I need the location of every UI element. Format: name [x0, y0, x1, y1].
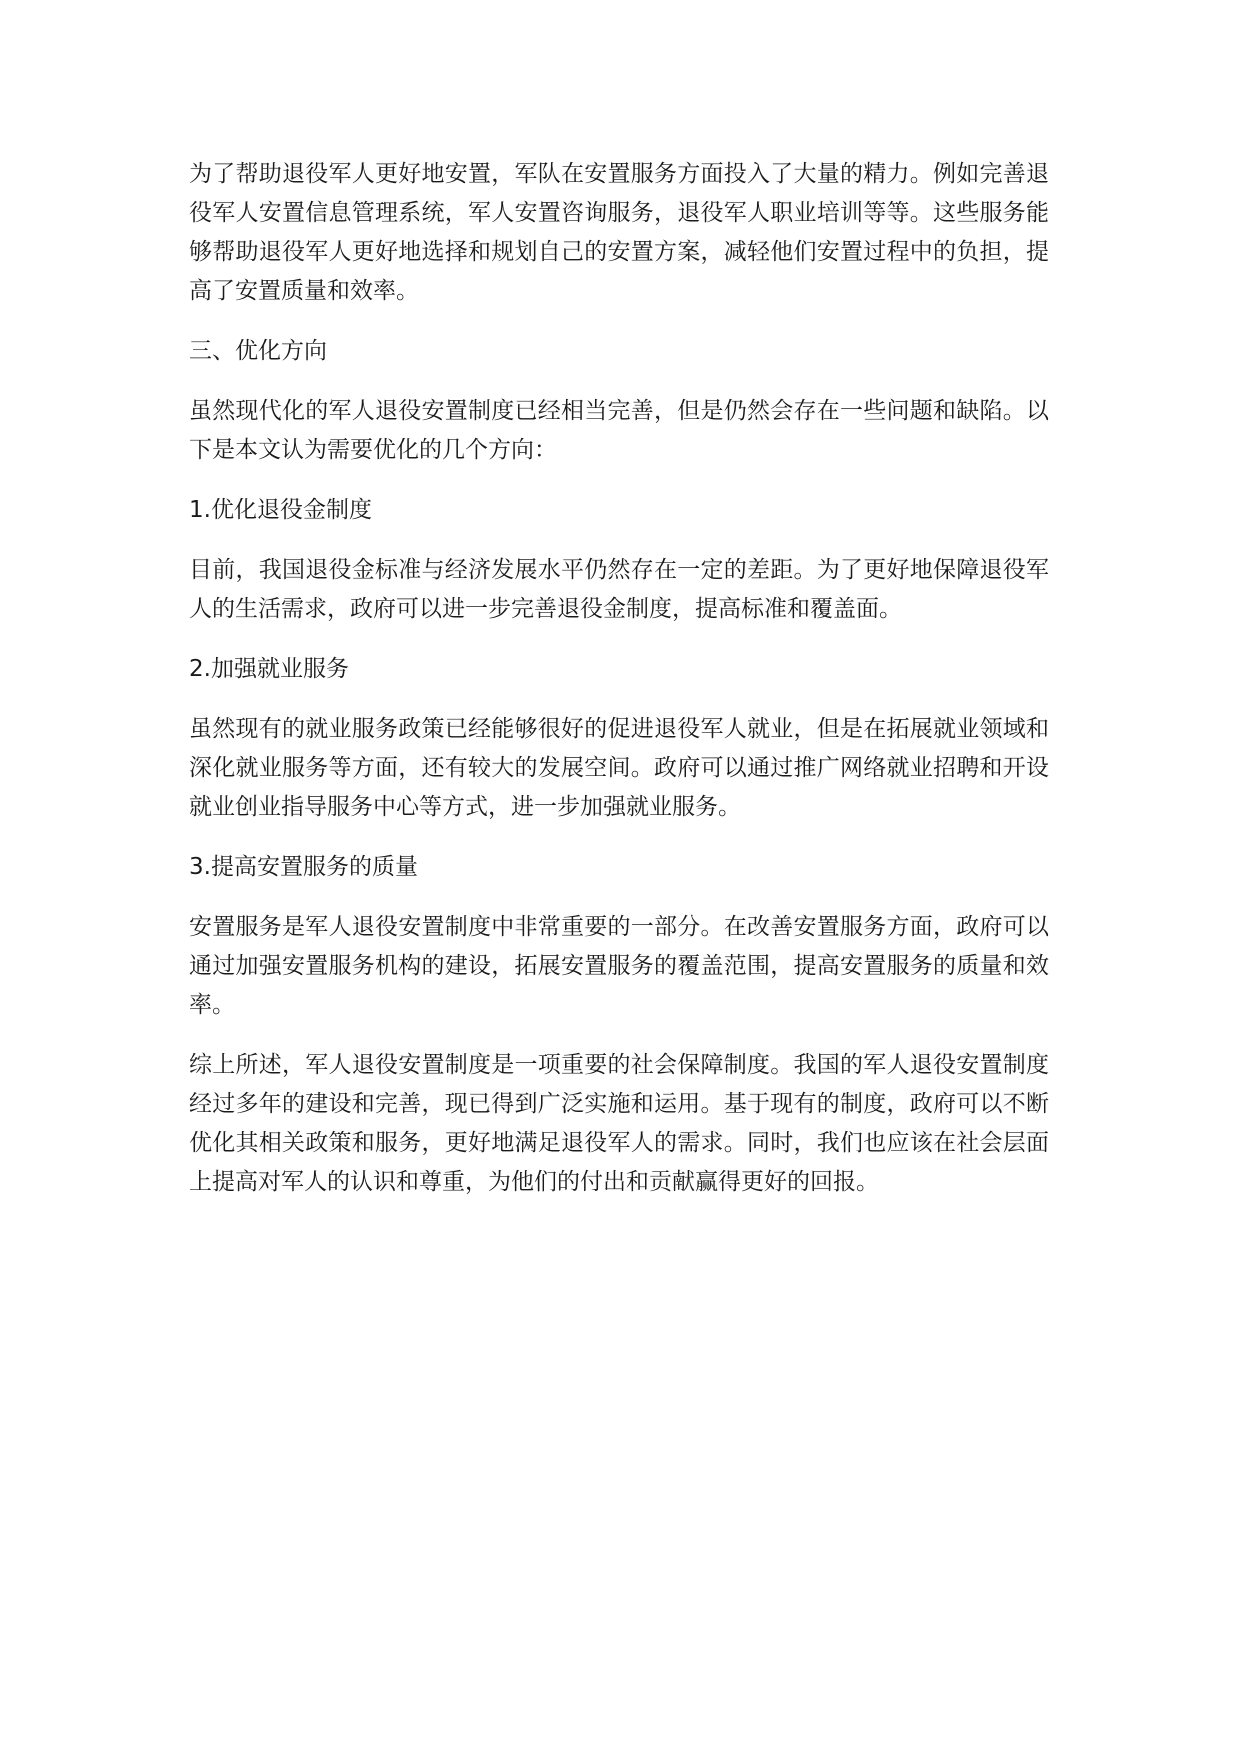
- paragraph-placement-quality: 安置服务是军人退役安置制度中非常重要的一部分。在改善安置服务方面，政府可以通过加强安置服务机构的建设，拓展安置服务的覆盖范围，提高安置服务的质量和效率。: [189, 914, 1049, 1018]
- paragraph-placement-services: 为了帮助退役军人更好地安置，军队在安置服务方面投入了大量的精力。例如完善退役军人安置信息管理系统，军人安置咨询服务，退役军人职业培训等等。这些服务能够帮助退役军人更好地选择和规划自己的安置方案，减轻他们安置过程中的负担，提高了安置质量和效率。: [189, 161, 1049, 304]
- paragraph-pension-system: 目前，我国退役金标准与经济发展水平仍然存在一定的差距。为了更好地保障退役军人的生活需求，政府可以进一步完善退役金制度，提高标准和覆盖面。: [189, 557, 1049, 622]
- subheading-pension-system: 1.优化退役金制度: [189, 497, 372, 523]
- subheading-placement-quality: 3.提高安置服务的质量: [189, 854, 418, 880]
- document-body: [189, 155, 1049, 1223]
- paragraph-employment-services: 虽然现有的就业服务政策已经能够很好的促进退役军人就业，但是在拓展就业领域和深化就业服务等方面，还有较大的发展空间。政府可以通过推广网络就业招聘和开设就业创业指导服务中心等方式，进一步加强就业服务。: [189, 716, 1049, 820]
- subheading-employment-services: 2.加强就业服务: [189, 656, 349, 682]
- paragraph-conclusion: 综上所述，军人退役安置制度是一项重要的社会保障制度。我国的军人退役安置制度经过多年的建设和完善，现已得到广泛实施和运用。基于现有的制度，政府可以不断优化其相关政策和服务，更好地满足退役军人的需求。同时，我们也应该在社会层面上提高对军人的认识和尊重，为他们的付出和贡献赢得更好的回报。: [189, 1052, 1049, 1195]
- section-heading-optimization: 三、优化方向: [189, 338, 327, 364]
- paragraph-optimization-intro: 虽然现代化的军人退役安置制度已经相当完善，但是仍然会存在一些问题和缺陷。以下是本文认为需要优化的几个方向：: [189, 398, 1049, 463]
